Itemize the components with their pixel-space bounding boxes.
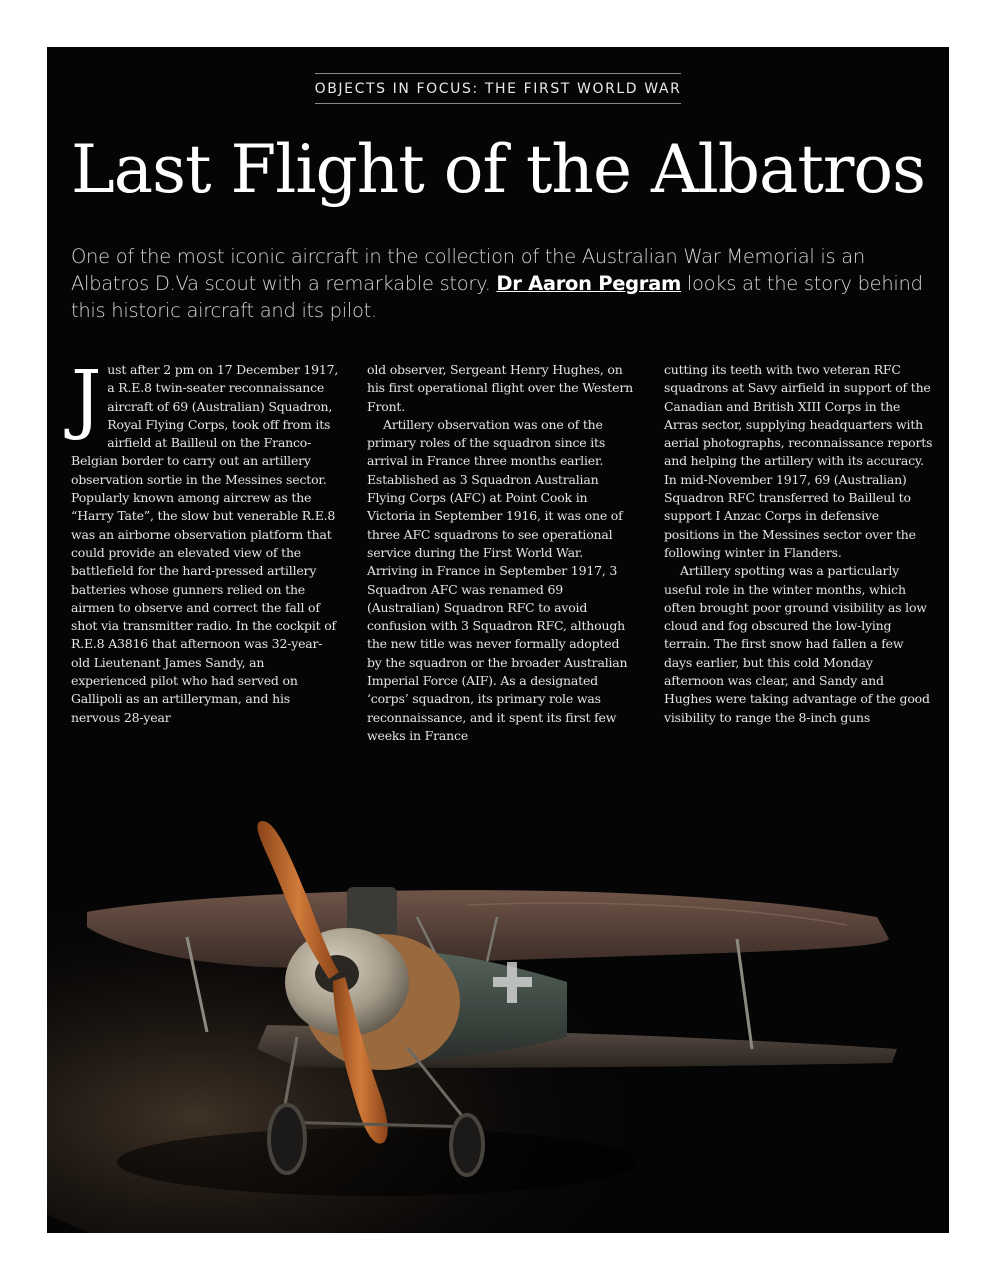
- body-paragraph: ust after 2 pm on 17 December 1917, a R.E.8 twin-seater reconnaissance aircraft of 69 (Australian) Squadron, Royal Flying Corps, took off from its airfield at Bailleul on the Franco-Belgian border to carry out an artillery observation sortie in the Messines sector. Popularly known among aircrew as the “Harry Tate”, the slow but venerable R.E.8 was an airborne observation platform that could provide an elevated view of the battlefield for the hard-pressed artillery batteries whose gunners relied on the airmen to observe and correct the fall of shot via transmitter radio. In the cockpit of R.E.8 A3816 that afternoon was 32-year-old Lieutenant James Sandy, an experienced pilot who had served on Gallipoli as an artilleryman, and his nervous 28-year: [71, 362, 339, 725]
- article-title: Last Flight of the Albatros: [70, 131, 926, 208]
- standfirst-text-after: looks at the story behind this historic aircraft and its pilot.: [71, 272, 923, 322]
- article-page: [47, 47, 949, 1233]
- standfirst-text-before: One of the most iconic aircraft in the collection of the Australian War Memorial is an Albatros D.Va scout with a remarkable story.: [71, 245, 865, 295]
- standfirst: [71, 243, 931, 324]
- albatros-aircraft-photo: [47, 767, 949, 1233]
- wheel-left: [269, 1105, 305, 1173]
- kicker-container: [47, 73, 949, 104]
- drop-cap: J: [71, 353, 102, 442]
- section-kicker: OBJECTS IN FOCUS: THE FIRST WORLD WAR: [315, 73, 682, 104]
- body-paragraph: Artillery spotting was a particularly useful role in the winter months, which often brought poor ground visibility as low cloud and fog obscured the low-lying terrain. The first snow had fallen a few days earlier, but this cold Monday afternoon was clear, and Sandy and Hughes were taking advantage of the good visibility to range the 8-inch guns: [664, 563, 930, 725]
- body-column-2: [367, 361, 637, 745]
- body-paragraph: Artillery observation was one of the primary roles of the squadron since its arrival in France three months earlier. Established as 3 Squadron Australian Flying Corps (AFC) at Point Cook in Victoria in September 1916, it was one of three AFC squadrons to see operational service during the First World War. Arriving in France in September 1917, 3 Squadron AFC was renamed 69 (Australian) Squadron RFC to avoid confusion with 3 Squadron RFC, although the new title was never formally adopted by the squadron or the broader Australian Imperial Force (AIF). As a designated ‘corps’ squadron, its primary role was reconnaissance, and it spent its first few weeks in France: [367, 416, 628, 743]
- body-column-1: [71, 353, 341, 727]
- body-paragraph: cutting its teeth with two veteran RFC squadrons at Savy airfield in support of the Canadian and British XIII Corps in the Arras sector, supplying headquarters with aerial photographs, reconnaissance reports and helping the artillery with its accuracy. In mid-November 1917, 69 (Australian) Squadron RFC transferred to Bailleul to support I Anzac Corps in defensive positions in the Messines sector over the following winter in Flanders.: [664, 362, 933, 560]
- body-paragraph: old observer, Sergeant Henry Hughes, on his first operational flight over the Western Front.: [367, 362, 633, 414]
- body-column-3: [664, 361, 934, 727]
- author-link[interactable]: Dr Aaron Pegram: [496, 272, 681, 295]
- wheel-right: [451, 1115, 483, 1175]
